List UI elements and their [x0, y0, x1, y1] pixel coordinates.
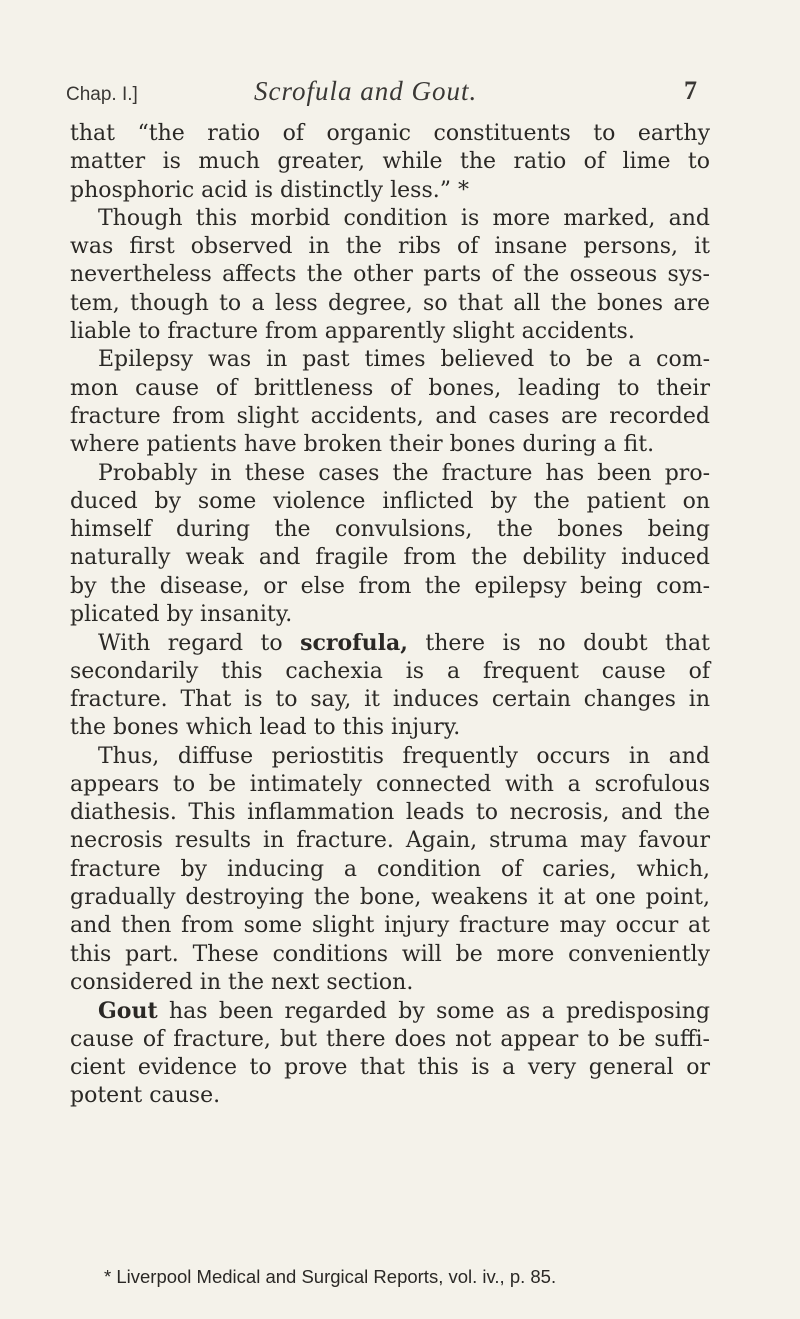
text-line: this part. These conditions will be more conveniently [70, 941, 710, 967]
text-span: With regard to [98, 631, 283, 657]
running-header [66, 76, 706, 116]
text-line: secondarily this cachexia is a frequent cause of [70, 658, 710, 684]
page-number: 7 [684, 76, 697, 105]
text-line: duced by some violence inflicted by the patient on [70, 488, 710, 514]
keyword-gout: Gout [98, 998, 158, 1025]
text-line: gradually destroying the bone, weakens it at one point, [70, 885, 710, 911]
text-line: nevertheless affects the other parts of the osseous sys- [70, 262, 710, 288]
text-line: potent cause. [70, 1083, 221, 1109]
text-line: phosphoric acid is distinctly less.” * [70, 177, 469, 203]
text-line: by the disease, or else from the epilepsy being com- [70, 573, 710, 599]
text-line: fracture from slight accidents, and cases are recorded [70, 403, 710, 429]
running-title: Scrofula and Gout. [254, 76, 478, 106]
text-line [70, 997, 710, 1025]
text-line: cient evidence to prove that this is a very general or [70, 1054, 710, 1080]
text-line: considered in the next section. [70, 969, 414, 995]
text-span: has been regarded by some as a predisposing [168, 999, 711, 1025]
text-line: himself during the convulsions, the bones being [70, 517, 710, 543]
text-line: Epilepsy was in past times believed to be a com- [98, 347, 710, 373]
text-line: Thus, diffuse periostitis frequently occurs in and [98, 743, 710, 769]
chapter-label: Chap. I.] [66, 84, 138, 105]
text-line: Probably in these cases the fracture has been pro- [98, 460, 710, 486]
text-line: where patients have broken their bones during a fit. [70, 432, 655, 458]
text-line: liable to fracture from apparently slight accidents. [70, 319, 635, 345]
text-line: plicated by insanity. [70, 602, 293, 628]
text-line: fracture by inducing a condition of caries, which, [70, 856, 710, 882]
text-line: Though this morbid condition is more marked, and [98, 205, 710, 231]
keyword-scrofula: scrofula, [300, 630, 408, 657]
text-line: cause of fracture, but there does not appear to be suffi- [70, 1026, 710, 1052]
text-line: matter is much greater, while the ratio of lime to [70, 149, 710, 175]
text-line: diathesis. This inflammation leads to necrosis, and the [70, 800, 710, 826]
text-line: naturally weak and fragile from the debility induced [70, 545, 710, 571]
text-line: fracture. That is to say, it induces certain changes in [70, 686, 710, 712]
text-line: necrosis results in fracture. Again, struma may favour [70, 828, 710, 854]
text-line [70, 629, 710, 657]
text-span: there is no doubt that [425, 631, 711, 657]
text-line: was first observed in the ribs of insane persons, it [70, 234, 710, 260]
text-line: mon cause of brittleness of bones, leading to their [70, 375, 710, 401]
text-line: that “the ratio of organic constituents to earthy [70, 121, 710, 146]
body-text [70, 120, 710, 1110]
text-line: the bones which lead to this injury. [70, 715, 461, 741]
text-line: and then from some slight injury fracture may occur at [70, 913, 710, 939]
text-line: appears to be intimately connected with a scrofulous [70, 771, 710, 797]
footnote: * Liverpool Medical and Surgical Reports, vol. iv., p. 85. [104, 1266, 557, 1287]
text-line: tem, though to a less degree, so that all the bones are [70, 290, 710, 316]
